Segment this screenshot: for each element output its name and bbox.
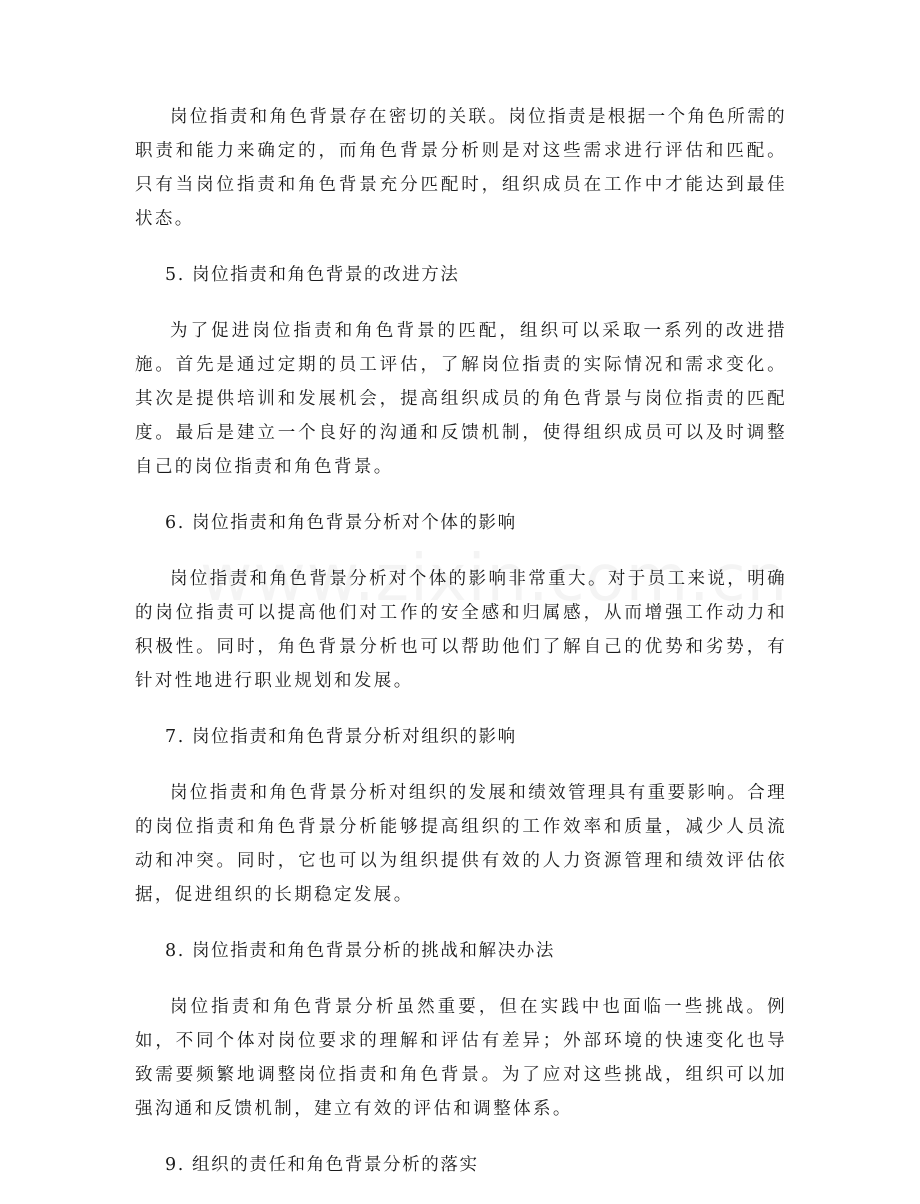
paragraph-challenges-solutions: 岗位指责和角色背景分析虽然重要，但在实践中也面临一些挑战。例如，不同个体对岗位要求的理解和评估有差异；外部环境的快速变化也导致需要频繁地调整岗位指责和角色背景。为了应对这些挑战，组织可以加强沟通和反馈机制，建立有效的评估和调整体系。 — [135, 997, 787, 1119]
section-heading-6: 6. 岗位指责和角色背景分析对个体的影响 — [165, 513, 517, 533]
paragraph-role-relation: 岗位指责和角色背景存在密切的关联。岗位指责是根据一个角色所需的职责和能力来确定的，而角色背景分析则是对这些需求进行评估和匹配。只有当岗位指责和角色背景充分匹配时，组织成员在工作中才能达到最佳状态。 — [135, 107, 787, 229]
paragraph-individual-impact: 岗位指责和角色背景分析对个体的影响非常重大。对于员工来说，明确的岗位指责可以提高他们对工作的安全感和归属感，从而增强工作动力和积极性。同时，角色背景分析也可以帮助他们了解自己的优势和劣势，有针对性地进行职业规划和发展。 — [135, 569, 787, 691]
section-heading-7: 7. 岗位指责和角色背景分析对组织的影响 — [165, 727, 517, 747]
paragraph-improvement-methods: 为了促进岗位指责和角色背景的匹配，组织可以采取一系列的改进措施。首先是通过定期的员工评估，了解岗位指责的实际情况和需求变化。其次是提供培训和发展机会，提高组织成员的角色背景与岗位指责的匹配度。最后是建立一个良好的沟通和反馈机制，使得组织成员可以及时调整自己的岗位指责和角色背景。 — [135, 321, 787, 477]
section-heading-9: 9. 组织的责任和角色背景分析的落实 — [165, 1155, 479, 1175]
section-heading-5: 5. 岗位指责和角色背景的改进方法 — [165, 265, 460, 285]
paragraph-organization-impact: 岗位指责和角色背景分析对组织的发展和绩效管理具有重要影响。合理的岗位指责和角色背景分析能够提高组织的工作效率和质量，减少人员流动和冲突。同时，它也可以为组织提供有效的人力资源管理和绩效评估依据，促进组织的长期稳定发展。 — [135, 783, 787, 905]
section-heading-8: 8. 岗位指责和角色背景分析的挑战和解决办法 — [165, 941, 555, 961]
document-body — [135, 100, 787, 1204]
